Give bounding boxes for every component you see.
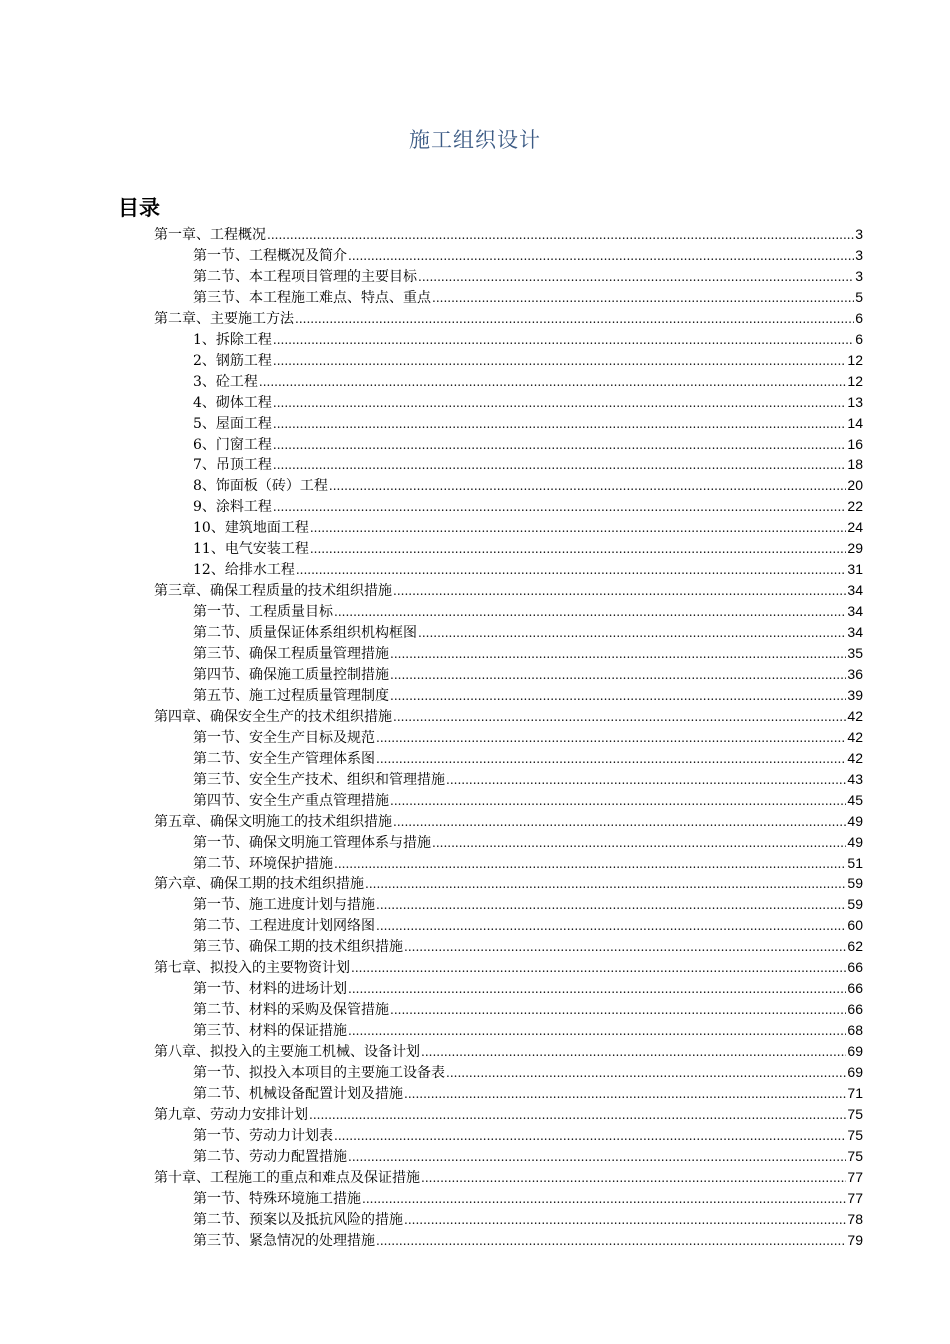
toc-page-number: 62	[847, 938, 863, 955]
toc-section-entry[interactable]	[193, 454, 863, 474]
toc-dot-leader	[273, 497, 847, 517]
toc-page-number: 39	[847, 686, 863, 703]
toc-section-entry[interactable]	[193, 1125, 863, 1145]
toc-dot-leader	[329, 476, 847, 496]
toc-section-entry[interactable]	[193, 329, 863, 349]
toc-page-number: 18	[847, 456, 863, 473]
toc-page-number: 3	[855, 246, 863, 263]
toc-entry-title: 第三节、安全生产技术、组织和管理措施	[193, 771, 445, 788]
toc-section-entry[interactable]	[193, 790, 863, 810]
toc-dot-leader	[351, 958, 846, 978]
toc-dot-leader	[259, 372, 847, 392]
toc-chapter-entry[interactable]	[154, 1167, 863, 1187]
toc-dot-leader	[432, 288, 854, 308]
toc-section-entry[interactable]	[193, 245, 863, 265]
toc-dot-leader	[393, 581, 846, 601]
toc-dot-leader	[273, 435, 847, 455]
toc-page-number: 66	[847, 959, 863, 976]
toc-entry-title: 第二节、预案以及抵抗风险的措施	[193, 1211, 403, 1228]
toc-section-entry[interactable]	[193, 538, 863, 558]
toc-dot-leader	[432, 833, 846, 853]
toc-section-entry[interactable]	[193, 1230, 863, 1250]
toc-entry-title: 第二节、环境保护措施	[193, 855, 333, 872]
toc-chapter-entry[interactable]	[154, 957, 863, 977]
toc-page-number: 43	[847, 770, 863, 787]
toc-entry-title: 第二节、本工程项目管理的主要目标	[193, 268, 417, 285]
toc-page-number: 36	[847, 665, 863, 682]
toc-entry-title: 第一节、拟投入本项目的主要施工设备表	[193, 1065, 445, 1081]
toc-entry-title: 第二节、工程进度计划网络图	[193, 918, 375, 935]
toc-dot-leader	[334, 602, 846, 622]
toc-entry-title: 5、屋面工程	[193, 415, 272, 432]
toc-section-entry[interactable]	[193, 434, 863, 454]
toc-dot-leader	[446, 770, 846, 790]
toc-entry-title: 第一节、确保文明施工管理体系与措施	[193, 834, 431, 851]
toc-page-number: 75	[847, 1126, 863, 1143]
toc-section-entry[interactable]	[193, 978, 863, 998]
toc-page-number: 24	[847, 519, 863, 536]
toc-dot-leader	[376, 1231, 846, 1251]
toc-page-number: 66	[847, 980, 863, 997]
toc-entry-title: 第一节、安全生产目标及规范	[193, 729, 375, 746]
toc-page-number: 16	[847, 435, 863, 452]
toc-dot-leader	[446, 1063, 846, 1083]
toc-chapter-entry[interactable]	[154, 1041, 863, 1061]
toc-section-entry[interactable]	[193, 622, 863, 642]
toc-page-number: 6	[855, 330, 863, 347]
toc-dot-leader	[376, 916, 846, 936]
toc-dot-leader	[273, 330, 854, 350]
toc-page-number: 29	[847, 540, 863, 557]
toc-entry-title: 10、建筑地面工程	[193, 520, 309, 537]
toc-dot-leader	[334, 1126, 846, 1146]
toc-page-number: 59	[847, 896, 863, 913]
toc-entry-title: 4、砌体工程	[193, 394, 272, 411]
toc-page-number: 75	[847, 1105, 863, 1122]
toc-page-number: 49	[847, 833, 863, 850]
toc-section-entry[interactable]	[193, 1146, 863, 1166]
toc-entry-title: 11、电气安装工程	[193, 541, 309, 558]
toc-page-number: 3	[855, 226, 863, 242]
toc-entry-title: 7、吊顶工程	[193, 457, 272, 474]
toc-section-entry[interactable]	[193, 1188, 863, 1208]
toc-dot-leader	[296, 560, 847, 580]
toc-dot-leader	[393, 707, 846, 727]
toc-section-entry[interactable]	[193, 664, 863, 684]
toc-page-number: 77	[847, 1168, 863, 1185]
toc-entry-title: 第六章、确保工期的技术组织措施	[154, 876, 364, 893]
toc-section-entry[interactable]	[193, 748, 863, 768]
toc-section-entry[interactable]	[193, 643, 863, 663]
toc-page-number: 42	[847, 707, 863, 724]
toc-entry-title: 第三节、紧急情况的处理措施	[193, 1232, 375, 1249]
toc-section-entry[interactable]	[193, 413, 863, 433]
toc-entry-title: 第四节、确保施工质量控制措施	[193, 666, 389, 683]
toc-page-number: 68	[847, 1022, 863, 1039]
toc-dot-leader	[348, 979, 846, 999]
toc-dot-leader	[267, 225, 854, 245]
toc-page-number: 34	[847, 582, 863, 599]
toc-page-number: 71	[847, 1084, 863, 1101]
toc-entry-title: 第五章、确保文明施工的技术组织措施	[154, 813, 392, 830]
toc-dot-leader	[309, 1105, 846, 1125]
toc-entry-title: 第二章、主要施工方法	[154, 310, 294, 327]
toc-page-number: 42	[847, 728, 863, 745]
toc-entry-title: 第八章、拟投入的主要施工机械、设备计划	[154, 1044, 420, 1061]
toc-dot-leader	[390, 1000, 846, 1020]
toc-dot-leader	[334, 854, 846, 874]
toc-section-entry[interactable]	[193, 475, 863, 495]
toc-section-entry[interactable]	[193, 769, 863, 789]
toc-entry-title: 第三节、确保工程质量管理措施	[193, 646, 389, 662]
toc-dot-leader	[390, 665, 846, 685]
toc-dot-leader	[348, 1021, 846, 1041]
toc-page-number: 42	[847, 749, 863, 766]
toc-page-number: 22	[847, 498, 863, 515]
toc-dot-leader	[376, 895, 846, 915]
toc-dot-leader	[362, 1189, 846, 1209]
toc-entry-title: 第四章、确保安全生产的技术组织措施	[154, 708, 392, 725]
toc-page-number: 45	[847, 791, 863, 808]
toc-entry-title: 第七章、拟投入的主要物资计划	[154, 960, 350, 977]
toc-dot-leader	[295, 309, 854, 329]
toc-section-entry[interactable]	[193, 727, 863, 747]
document-title: 施工组织设计	[409, 128, 541, 152]
toc-dot-leader	[390, 644, 846, 664]
toc-page-number: 34	[847, 624, 863, 641]
toc-entry-title: 第一章、工程概况	[154, 227, 266, 243]
toc-page-number: 60	[847, 917, 863, 934]
toc-chapter-entry[interactable]	[154, 308, 863, 328]
toc-entry-title: 2、钢筋工程	[193, 352, 272, 369]
toc-entry-title: 第一节、材料的进场计划	[193, 981, 347, 998]
toc-dot-leader	[404, 1210, 846, 1230]
toc-dot-leader	[404, 1084, 846, 1104]
toc-page-number: 75	[847, 1147, 863, 1164]
toc-section-entry[interactable]	[193, 392, 863, 412]
toc-page-number: 5	[855, 288, 863, 305]
toc-page-number: 14	[847, 414, 863, 431]
toc-section-entry[interactable]	[193, 287, 863, 307]
toc-page-number: 3	[855, 267, 863, 284]
toc-entry-title: 第三节、材料的保证措施	[193, 1023, 347, 1040]
toc-page-number: 13	[847, 393, 863, 410]
toc-dot-leader	[310, 518, 847, 538]
toc-entry-title: 9、涂料工程	[193, 499, 272, 516]
toc-section-entry[interactable]	[193, 266, 863, 286]
toc-page-number: 35	[847, 645, 863, 661]
toc-page-number: 66	[847, 1001, 863, 1018]
toc-dot-leader	[310, 539, 847, 559]
toc-entry-title: 6、门窗工程	[193, 436, 272, 453]
toc-entry-title: 第五节、施工过程质量管理制度	[193, 687, 389, 704]
toc-dot-leader	[390, 791, 846, 811]
toc-section-entry[interactable]	[193, 853, 863, 873]
toc-page-number: 20	[847, 477, 863, 494]
toc-entry-title: 第二节、劳动力配置措施	[193, 1148, 347, 1165]
toc-page-number: 79	[847, 1231, 863, 1248]
toc-page-number: 12	[847, 372, 863, 389]
toc-dot-leader	[376, 749, 846, 769]
toc-dot-leader	[273, 393, 847, 413]
toc-entry-title: 第三节、确保工期的技术组织措施	[193, 939, 403, 956]
toc-section-entry[interactable]	[193, 496, 863, 516]
toc-chapter-entry[interactable]	[154, 873, 863, 893]
toc-entry-title: 第一节、特殊环境施工措施	[193, 1190, 361, 1207]
toc-dot-leader	[273, 351, 847, 371]
toc-section-entry[interactable]	[193, 999, 863, 1019]
toc-dot-leader	[421, 1168, 846, 1188]
toc-page-number: 77	[847, 1189, 863, 1206]
toc-dot-leader	[348, 246, 854, 266]
toc-section-entry[interactable]	[193, 936, 863, 956]
toc-heading: 目录	[118, 196, 160, 220]
toc-section-entry[interactable]	[193, 894, 863, 914]
toc-entry-title: 第二节、材料的采购及保管措施	[193, 1002, 389, 1019]
toc-page-number: 49	[847, 812, 863, 829]
toc-chapter-entry[interactable]	[154, 706, 863, 726]
toc-section-entry[interactable]	[193, 371, 863, 391]
toc-section-entry[interactable]	[193, 350, 863, 370]
toc-section-entry[interactable]	[193, 915, 863, 935]
toc-page-number: 78	[847, 1210, 863, 1227]
toc-page-number: 12	[847, 351, 863, 368]
toc-chapter-entry[interactable]	[154, 580, 863, 600]
toc-section-entry[interactable]	[193, 1083, 863, 1103]
toc-chapter-entry[interactable]	[154, 224, 863, 244]
toc-entry-title: 第一节、施工进度计划与措施	[193, 897, 375, 914]
toc-section-entry[interactable]	[193, 1062, 863, 1082]
toc-page-number: 51	[847, 854, 863, 871]
toc-section-entry[interactable]	[193, 1020, 863, 1040]
toc-entry-title: 3、砼工程	[193, 373, 258, 390]
toc-section-entry[interactable]	[193, 601, 863, 621]
toc-chapter-entry[interactable]	[154, 811, 863, 831]
toc-dot-leader	[376, 728, 846, 748]
toc-dot-leader	[421, 1042, 846, 1062]
toc-dot-leader	[418, 623, 846, 643]
toc-page-number: 59	[847, 875, 863, 892]
toc-entry-title: 第十章、工程施工的重点和难点及保证措施	[154, 1169, 420, 1186]
toc-entry-title: 第一节、工程质量目标	[193, 604, 333, 621]
toc-chapter-entry[interactable]	[154, 1104, 863, 1124]
toc-entry-title: 第二节、质量保证体系组织机构框图	[193, 625, 417, 642]
toc-entry-title: 第四节、安全生产重点管理措施	[193, 792, 389, 809]
toc-entry-title: 第三章、确保工程质量的技术组织措施	[154, 583, 392, 600]
toc-section-entry[interactable]	[193, 559, 863, 579]
toc-entry-title: 第一节、劳动力计划表	[193, 1127, 333, 1144]
toc-dot-leader	[404, 937, 846, 957]
toc-entry-title: 第二节、安全生产管理体系图	[193, 750, 375, 767]
toc-dot-leader	[273, 455, 847, 475]
toc-entry-title: 8、饰面板（砖）工程	[193, 478, 328, 495]
toc-section-entry[interactable]	[193, 685, 863, 705]
toc-section-entry[interactable]	[193, 517, 863, 537]
toc-dot-leader	[418, 267, 854, 287]
toc-page-number: 6	[855, 309, 863, 326]
toc-entry-title: 第九章、劳动力安排计划	[154, 1106, 308, 1123]
toc-entry-title: 第三节、本工程施工难点、特点、重点	[193, 289, 431, 306]
toc-page-number: 69	[847, 1043, 863, 1060]
toc-dot-leader	[365, 874, 846, 894]
toc-entry-title: 12、给排水工程	[193, 562, 295, 579]
toc-entry-title: 1、拆除工程	[193, 331, 272, 348]
toc-page-number: 34	[847, 603, 863, 620]
toc-dot-leader	[348, 1147, 846, 1167]
toc-dot-leader	[393, 812, 846, 832]
toc-page-number: 31	[847, 561, 863, 578]
toc-section-entry[interactable]	[193, 832, 863, 852]
toc-dot-leader	[390, 686, 846, 706]
toc-dot-leader	[273, 414, 847, 434]
toc-entry-title: 第二节、机械设备配置计划及措施	[193, 1085, 403, 1102]
toc-entry-title: 第一节、工程概况及简介	[193, 247, 347, 264]
toc-section-entry[interactable]	[193, 1209, 863, 1229]
toc-page-number: 69	[847, 1064, 863, 1080]
